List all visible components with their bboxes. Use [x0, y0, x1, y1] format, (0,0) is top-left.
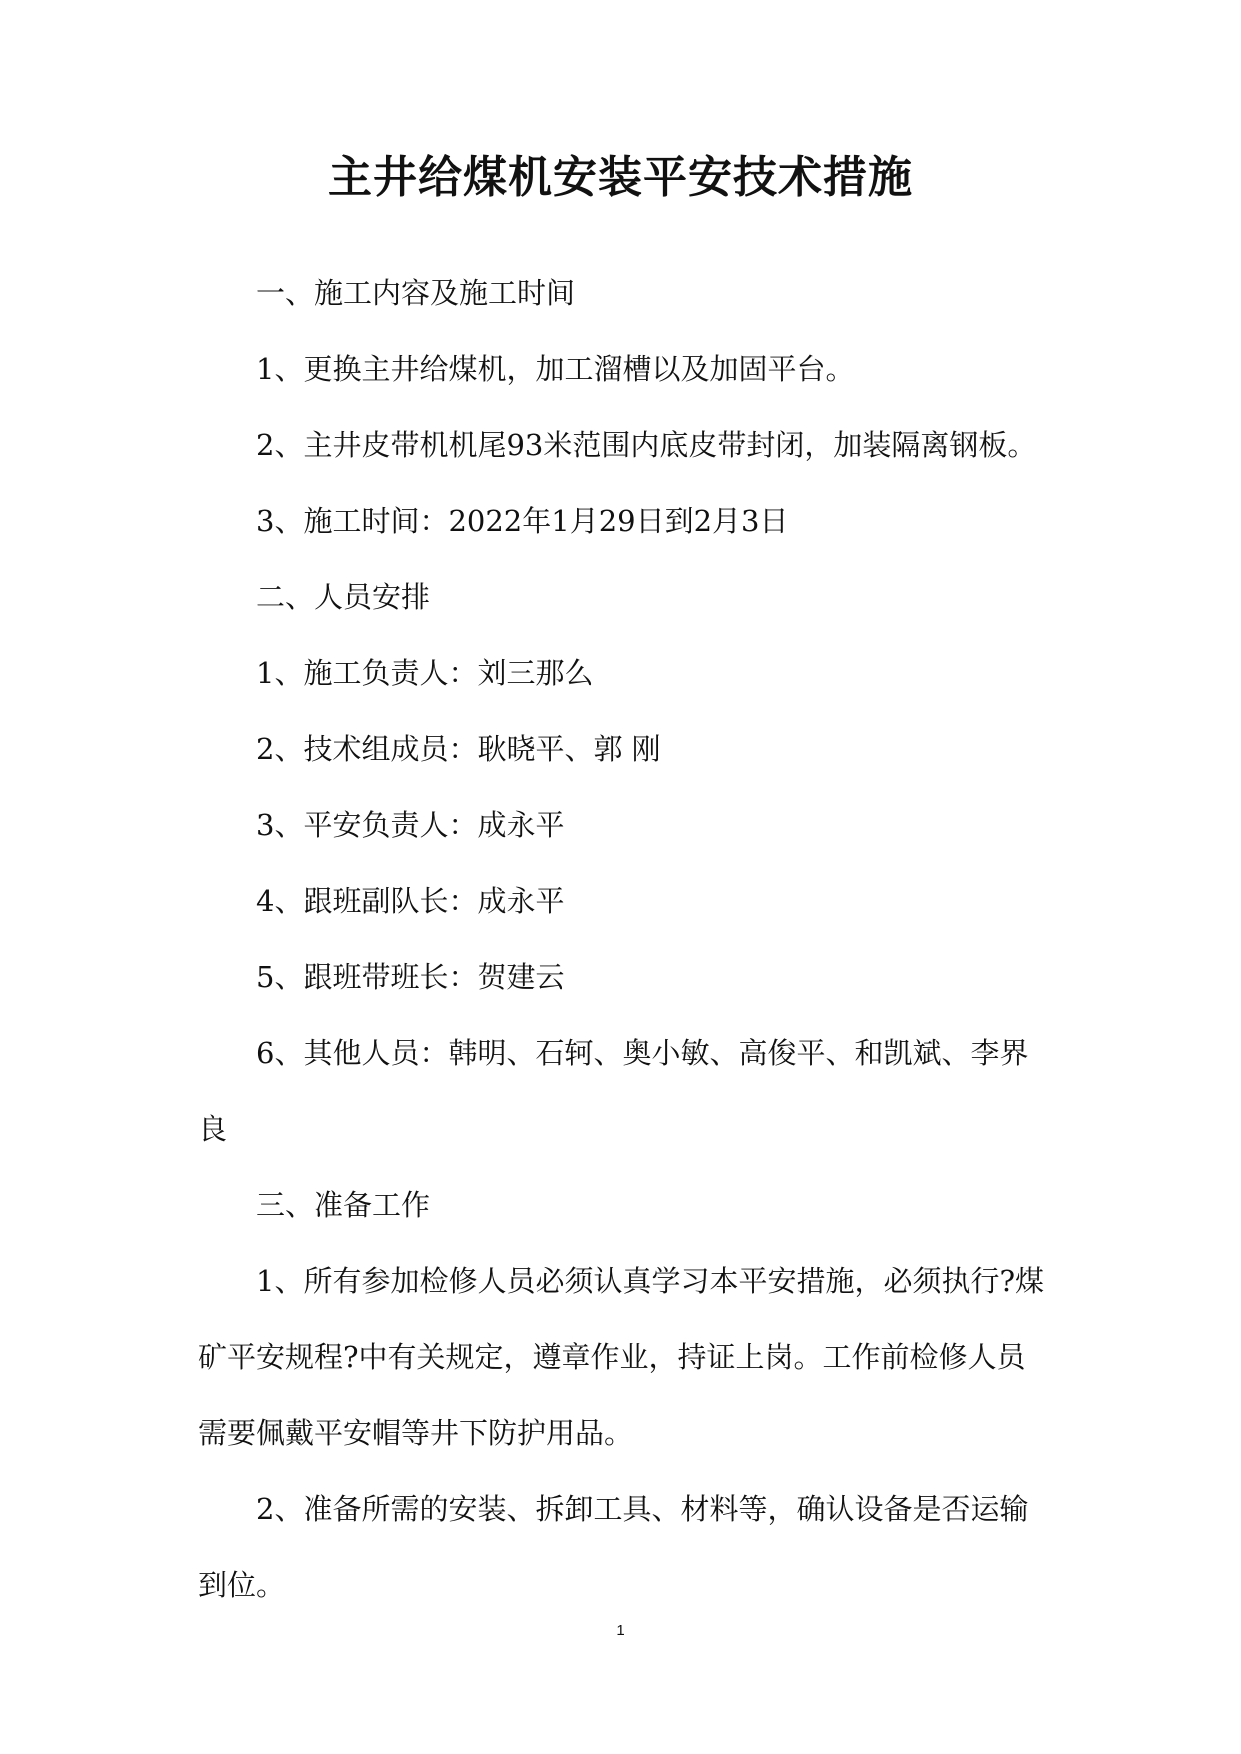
document-body — [198, 255, 1048, 1623]
paragraph-1-2: 2、主井皮带机机尾93米范围内底皮带封闭，加装隔离钢板。 — [256, 428, 1037, 462]
paragraph-2-6: 6、其他人员：韩明、石轲、奥小敏、高俊平、和凯斌、李界良 — [198, 1036, 1029, 1146]
paragraph-2-2: 2、技术组成员：耿晓平、郭 刚 — [256, 732, 661, 766]
section-heading-1: 一、施工内容及施工时间 — [256, 276, 576, 310]
paragraph-1-3: 3、施工时间：2022年1月29日到2月3日 — [256, 504, 789, 538]
paragraph-2-5: 5、跟班带班长：贺建云 — [256, 960, 565, 994]
paragraph-2-4: 4、跟班副队长：成永平 — [256, 884, 565, 918]
paragraph-3-2: 2、准备所需的安装、拆卸工具、材料等，确认设备是否运输到位。 — [198, 1492, 1029, 1602]
document-title: 主井给煤机安装平安技术措施 — [328, 152, 913, 203]
paragraph-2-3: 3、平安负责人：成永平 — [256, 808, 565, 842]
section-heading-2: 二、人员安排 — [256, 580, 431, 614]
paragraph-1-1: 1、更换主井给煤机，加工溜槽以及加固平台。 — [256, 352, 855, 386]
paragraph-3-1: 1、所有参加检修人员必须认真学习本平安措施，必须执行?煤矿平安规程?中有关规定，遵章作业，持证上岗。工作前检修人员需要佩戴平安帽等井下防护用品。 — [198, 1264, 1044, 1450]
section-heading-3: 三、准备工作 — [256, 1188, 431, 1222]
page-number: 1 — [616, 1622, 625, 1639]
paragraph-2-1: 1、施工负责人：刘三那么 — [256, 656, 594, 690]
